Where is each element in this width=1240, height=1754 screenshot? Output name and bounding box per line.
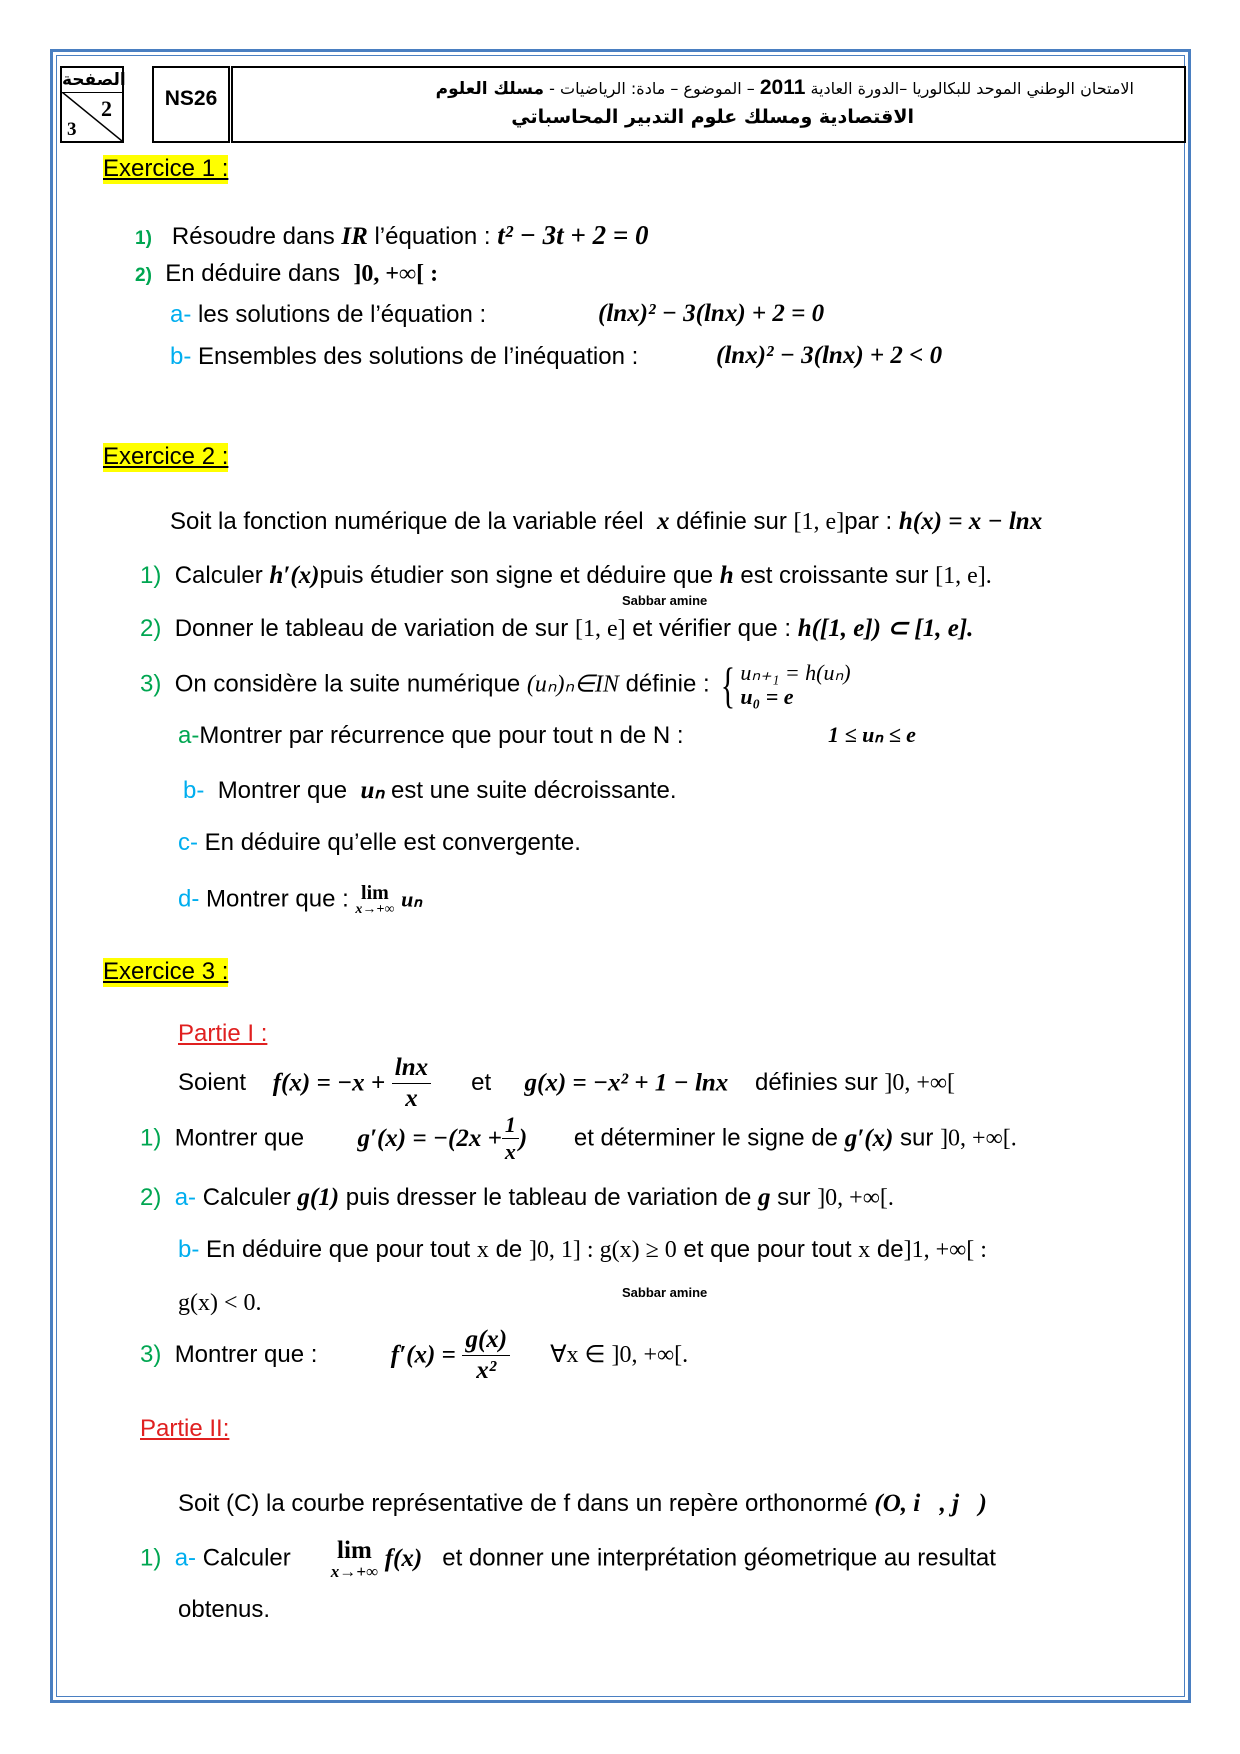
ex3-q2-num: 2): [140, 1184, 162, 1211]
ex1-q2b-eq: (lnx)² − 3(lnx) + 2 < 0: [716, 342, 943, 369]
ex3-part2: Partie II:: [140, 1415, 230, 1442]
ex2-intro: [170, 507, 1042, 537]
title-year: 2011: [759, 76, 806, 99]
ex2-q3d-lim-sub: x→+∞: [355, 902, 395, 917]
ex1-q2-interval: ]0, +∞[ :: [353, 261, 439, 287]
ex1-q2b-label: b-: [170, 343, 192, 370]
ex2-intro-int: [1, e]: [793, 509, 845, 535]
ex2-q3: [140, 657, 851, 713]
ex2-q3b-var: uₙ: [360, 777, 385, 804]
page-label: الصفحة: [62, 68, 122, 93]
ex3-q1-int: ]0, +∞[.: [940, 1125, 1017, 1152]
ex3-q1-fn: g′(x): [844, 1124, 894, 1152]
page-number-box: [60, 66, 124, 143]
ex3-q2a-fn: g(1): [297, 1184, 340, 1211]
ex1-q1-eq: t² − 3t + 2 = 0: [497, 220, 649, 250]
ex2-q2-rel: h([1, e]) ⊂ [1, e].: [797, 615, 974, 642]
ex3-p2-intro: [178, 1489, 987, 1519]
ex3-p2-q1-lim-op: lim: [337, 1537, 372, 1564]
ex3-def-b: définies sur: [754, 1069, 878, 1097]
ex2-intro-a: Soit la fonction numérique de la variable réel: [170, 508, 644, 535]
ex3-p2-q1-fn: f(x): [384, 1545, 423, 1572]
ex3-q2b-label: b-: [178, 1236, 200, 1263]
ex1-q2b-text: Ensembles des solutions de l’inéquation :: [198, 343, 639, 370]
ex1-q2a: [170, 301, 486, 330]
page-total: 3: [67, 119, 77, 140]
ex2-q3c: [178, 829, 581, 858]
ex3-q2b-b: de: [495, 1236, 523, 1263]
ex1-q2b: [170, 343, 638, 372]
ex3-q2b-d: de: [876, 1236, 904, 1263]
ex2-q1-int: [1, e].: [935, 563, 992, 589]
ex3-p2-intro-frame: (O, i⃗, j⃗): [874, 1490, 987, 1517]
watermark-1: Sabbar amine: [622, 593, 708, 608]
ex2-q3-sys2: u₀ = e: [740, 684, 794, 709]
ex2-q3-b: définie :: [625, 670, 710, 698]
ex2-title: Exercice 2 :: [103, 443, 229, 470]
ex3-q3-frac-num: g(x): [462, 1325, 510, 1356]
ex3-q3: [140, 1325, 688, 1386]
ex3-q1-c: sur: [900, 1124, 934, 1152]
title-part-b: – الموضوع – مادة: الرياضيات -: [549, 79, 755, 98]
ex2-q2-b: et vérifier que :: [632, 615, 792, 642]
ex3-p2-q1-b: et donner une interprétation géometrique au resultat: [442, 1544, 996, 1572]
ex3-q1: [140, 1112, 1017, 1166]
ex2-q3d-text: Montrer que :: [206, 885, 349, 913]
ex3-q2b-last: g(x) < 0.: [178, 1290, 262, 1316]
ex3-q3-lhs: f′(x) =: [390, 1341, 456, 1369]
ex2-q1-num: 1): [140, 562, 162, 589]
ex2-q1-a: Calculer: [174, 562, 263, 589]
exam-title-line1: [436, 76, 1134, 100]
ex2-intro-c: par :: [844, 508, 893, 535]
ex3-q2a-c: sur: [777, 1184, 811, 1211]
ex1-q1-text2: l’équation :: [374, 223, 491, 250]
ex3-q2a-int: ]0, +∞[.: [817, 1185, 894, 1211]
ex1-q2a-label: a-: [170, 301, 192, 328]
ex3-part1: Partie I :: [178, 1020, 268, 1047]
ex1-q1-num: 1): [135, 228, 152, 249]
ex2-q3d-label: d-: [178, 885, 200, 913]
ex3-def-et: et: [471, 1069, 492, 1097]
ex2-q1-h: h: [719, 562, 734, 589]
ex3-p2-q1: [140, 1538, 996, 1580]
title-part-a: الامتحان الوطني الموحد للبكالوريا –الدورة العادية: [810, 79, 1134, 98]
ex2-q1: [140, 561, 992, 591]
ex3-q1-frac-den: x: [504, 1139, 516, 1165]
ex3-q1-eq-b: ): [518, 1124, 528, 1152]
page-current: 2: [101, 96, 112, 121]
ex3-q2a-label: a-: [174, 1184, 197, 1211]
ex2-q3b-label: b-: [183, 777, 205, 804]
ex2-q3d: [178, 883, 422, 917]
ex2-q2-a: Donner le tableau de variation de sur: [174, 615, 569, 642]
ex3-q2b-a: En déduire que pour tout: [206, 1236, 471, 1263]
ex3-q2a-g: g: [758, 1184, 771, 1211]
ex1-q2-text: En déduire dans: [165, 260, 341, 287]
ex1-title: Exercice 1 :: [103, 155, 229, 182]
ex2-q1-fn: h′(x): [269, 562, 320, 589]
ex2-q3d-limit: [355, 883, 394, 917]
exam-title-line2: الاقتصادية ومسلك علوم التدبير المحاسباتي: [511, 106, 914, 128]
ex3-def-int: ]0, +∞[: [884, 1070, 956, 1097]
ex2-q3d-lim-op: lim: [361, 882, 389, 904]
ex2-q3a: [178, 722, 684, 751]
ex2-q3c-label: c-: [178, 829, 198, 856]
ex3-q2b-int2: ]1, +∞[ :: [903, 1237, 987, 1263]
ex2-q2-int: [1, e]: [574, 616, 626, 642]
system-brace: {: [721, 657, 736, 713]
ex3-q3-all: ∀x ∈ ]0, +∞[.: [550, 1342, 689, 1369]
ex2-intro-b: définie sur: [676, 508, 787, 535]
ex3-def-f-num: lnx: [392, 1053, 431, 1084]
ex3-q2b-x: x: [476, 1237, 489, 1263]
ex2-q3a-text: Montrer par récurrence que pour tout n de N :: [199, 722, 684, 749]
ex3-p2-q1-limit: [331, 1538, 378, 1580]
ex2-q3-seq: (uₙ)ₙ∈IN: [526, 671, 619, 698]
ex2-q1-c: est croissante sur: [740, 562, 929, 589]
ex2-q3d-var: uₙ: [401, 886, 423, 912]
ex1-q2: [135, 260, 438, 289]
exam-title-box: [231, 66, 1186, 143]
ex2-q2: [140, 614, 973, 644]
ex1-q2-num: 2): [135, 265, 152, 286]
ex3-p2-intro-a: Soit (C) la courbe représentative de f dans un repère orthonormé: [178, 1490, 868, 1517]
ex1-q1-set: IR: [341, 223, 368, 250]
title-part-c: مسلك العلوم: [435, 79, 545, 99]
ex3-def-g: g(x) = −x² + 1 − lnx: [524, 1069, 729, 1097]
ex3-q2a-a: Calculer: [202, 1184, 291, 1211]
ex2-q3-num: 3): [140, 670, 162, 698]
ex3-def-f-den: x: [405, 1085, 418, 1112]
ex1-q1-text: Résoudre dans: [171, 223, 335, 250]
ex2-q3-a: On considère la suite numérique: [174, 670, 521, 698]
ex2-q3b: [183, 776, 677, 806]
ex3-title: Exercice 3 :: [103, 958, 229, 985]
ex1-q2a-text: les solutions de l’équation :: [198, 301, 487, 328]
ex2-q3b-text: Montrer que: [217, 777, 348, 804]
ex3-def-f: f(x) = −x +: [272, 1069, 386, 1097]
ex1-q2a-eq: (lnx)² − 3(lnx) + 2 = 0: [598, 300, 825, 327]
ex2-q3c-text: En déduire qu’elle est convergente.: [204, 829, 581, 856]
ex2-q3b-text2: est une suite décroissante.: [390, 777, 677, 804]
ex3-q2b: [178, 1236, 987, 1265]
ex3-q1-b: et déterminer le signe de: [573, 1124, 839, 1152]
ex3-q2b-c: et que pour tout: [683, 1236, 852, 1263]
ex3-q1-num: 1): [140, 1124, 162, 1152]
ex3-q3-frac: [462, 1325, 510, 1386]
ex3-q1-frac: [502, 1112, 519, 1166]
ex3-p2-q1-c: obtenus.: [178, 1596, 271, 1623]
ex3-q1-eq-a: g′(x) = −(2x +: [357, 1124, 502, 1152]
ex3-q2b-x2: x: [858, 1237, 871, 1263]
ex1-q1: [135, 219, 648, 252]
ex3-p2-q1-label: a-: [174, 1544, 197, 1572]
watermark-2: Sabbar amine: [622, 1285, 708, 1300]
ex2-q2-num: 2): [140, 615, 162, 642]
ex2-intro-var: x: [656, 508, 670, 535]
ex3-q2a-b: puis dresser le tableau de variation de: [345, 1184, 752, 1211]
ex3-q3-num: 3): [140, 1341, 162, 1369]
exam-code: NS26: [152, 66, 230, 143]
ex3-p2-q1-lim-sub: x→+∞: [330, 1562, 379, 1581]
ex3-q2a: [140, 1183, 894, 1213]
ex3-p2-q1-a: Calculer: [202, 1544, 291, 1572]
ex2-q3-system: [740, 661, 850, 709]
ex3-def-a: Soient: [178, 1069, 247, 1097]
ex2-q3-sys1: uₙ₊₁ = h(uₙ): [740, 659, 851, 685]
ex3-p2-q1-num: 1): [140, 1544, 162, 1572]
ex3-q3-a: Montrer que :: [174, 1341, 318, 1369]
ex2-q3a-ineq: 1 ≤ uₙ ≤ e: [828, 722, 916, 747]
ex3-def: [178, 1053, 955, 1114]
ex3-q1-a: Montrer que: [174, 1124, 305, 1152]
ex3-q1-frac-num: 1: [502, 1112, 519, 1139]
ex3-q3-frac-den: x²: [476, 1357, 497, 1384]
ex2-q3a-label: a-: [178, 722, 200, 749]
ex3-def-f-frac: [392, 1053, 431, 1114]
ex3-q2b-int1: ]0, 1] : g(x) ≥ 0: [528, 1237, 677, 1263]
ex2-intro-fn: h(x) = x − lnx: [898, 508, 1043, 535]
ex2-q1-b: puis étudier son signe et déduire que: [319, 562, 714, 589]
